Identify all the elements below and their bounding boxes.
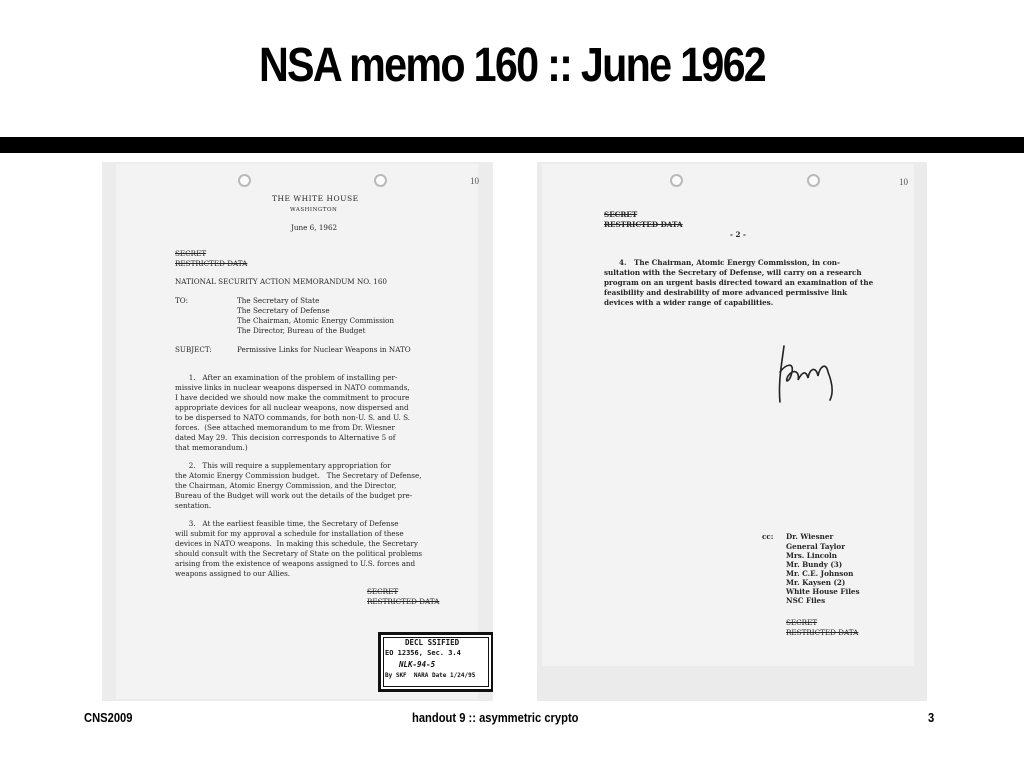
handwritten-signature <box>772 342 847 407</box>
stamp-line: EO 12356, Sec. 3.4 <box>385 649 461 657</box>
punch-hole <box>238 174 251 187</box>
para-line: arising from the existence of weapons assigned to U.S. forces and <box>175 559 416 568</box>
slide-title: NSA memo 160 :: June 1962 <box>258 39 766 92</box>
memo-heading: NATIONAL SECURITY ACTION MEMORANDUM NO. 160 <box>175 277 388 286</box>
stamp-line: NLK-94-5 <box>399 660 436 669</box>
recipient: The Director, Bureau of the Budget <box>237 326 366 335</box>
para-line: sultation with the Secretary of Defense, will carry on a research <box>604 268 862 277</box>
classification-restricted: RESTRICTED DATA <box>604 220 683 229</box>
para-line: dated May 29. This decision corresponds to Alternative 5 of <box>175 433 396 442</box>
para-line: sentation. <box>175 501 212 510</box>
cc-recipient: Mr. Kaysen (2) <box>786 578 846 587</box>
cc-recipient: White House Files <box>786 587 860 596</box>
para-line: the Chairman, Atomic Energy Commission, and the Director, <box>175 481 397 490</box>
para-line: 1. After an examination of the problem of installing per- <box>175 373 398 382</box>
footer-page-number: 3 <box>928 710 935 725</box>
cc-label: cc: <box>762 532 774 541</box>
subject-label: SUBJECT: <box>175 345 212 354</box>
punch-hole <box>807 174 820 187</box>
footer-classification-restricted: RESTRICTED DATA <box>786 628 859 637</box>
para-line: devices in NATO weapons. In making this schedule, the Secretary <box>175 539 418 548</box>
para-line: 4. The Chairman, Atomic Energy Commission, in con- <box>604 258 840 267</box>
punch-hole <box>374 174 387 187</box>
footer-classification-secret: SECRET <box>786 618 818 627</box>
para-line: should consult with the Secretary of State on the political problems <box>175 549 423 558</box>
para-line: to be dispersed to NATO commands, for both non-U. S. and U. S. <box>175 413 411 422</box>
para-line: weapons assigned to our Allies. <box>175 569 291 578</box>
para-line: I have decided we should now make the commitment to procure <box>175 393 410 402</box>
cc-recipient: Mr. Bundy (3) <box>786 560 843 569</box>
letterhead: THE WHITE HOUSE <box>272 194 359 203</box>
footer-classification-secret: SECRET <box>367 587 399 596</box>
letterhead-location: WASHINGTON <box>290 207 338 213</box>
para-line: 3. At the earliest feasible time, the Secretary of Defense <box>175 519 399 528</box>
para-line: devices with a wider range of capabilities. <box>604 298 774 307</box>
footer-classification-restricted: RESTRICTED DATA <box>367 597 440 606</box>
cc-recipient: Mrs. Lincoln <box>786 551 837 560</box>
memo-page-2-image <box>537 162 927 701</box>
cc-recipient: Dr. Wiesner <box>786 532 834 541</box>
para-line: will submit for my approval a schedule for installation of these <box>175 529 404 538</box>
memo-page-1-image <box>102 162 493 701</box>
para-line: the Atomic Energy Commission budget. The Secretary of Defense, <box>175 471 422 480</box>
subject-text: Permissive Links for Nuclear Weapons in NATO <box>237 345 411 354</box>
recipient: The Secretary of State <box>237 296 320 305</box>
cc-recipient: General Taylor <box>786 542 845 551</box>
footer-handout: handout 9 :: asymmetric crypto <box>412 710 579 725</box>
para-line: feasibility and desirability of more advanced permissive link <box>604 288 848 297</box>
footer-course: CNS2009 <box>84 710 133 725</box>
cc-recipient: Mr. C.E. Johnson <box>786 569 854 578</box>
page-marker: - 2 - <box>730 230 746 239</box>
page-number: 10 <box>470 176 479 186</box>
recipient: The Secretary of Defense <box>237 306 330 315</box>
to-label: TO: <box>175 296 189 305</box>
para-line: program on an urgent basis directed toward an examination of the <box>604 278 874 287</box>
stamp-line: By SKF NARA Date 1/24/95 <box>385 672 476 679</box>
para-line: that memorandum.) <box>175 443 248 452</box>
memo-date: June 6, 1962 <box>291 223 338 232</box>
punch-hole <box>670 174 683 187</box>
para-line: missive links in nuclear weapons dispersed in NATO commands, <box>175 383 410 392</box>
para-line: 2. This will require a supplementary appropriation for <box>175 461 391 470</box>
page-number: 10 <box>899 177 908 187</box>
recipient: The Chairman, Atomic Energy Commission <box>237 316 395 325</box>
classification-restricted: RESTRICTED DATA <box>175 259 248 268</box>
cc-recipient: NSC Files <box>786 596 826 605</box>
stamp-line: DECL SSIFIED <box>405 638 460 647</box>
declassified-stamp <box>378 632 493 692</box>
para-line: forces. (See attached memorandum to me from Dr. Wiesner <box>175 423 395 432</box>
classification-secret: SECRET <box>175 249 207 258</box>
para-line: appropriate devices for all nuclear weapons, now dispersed and <box>175 403 409 412</box>
classification-secret: SECRET <box>604 210 638 219</box>
title-divider-bar <box>0 137 1024 153</box>
para-line: Bureau of the Budget will work out the details of the budget pre- <box>175 491 413 500</box>
